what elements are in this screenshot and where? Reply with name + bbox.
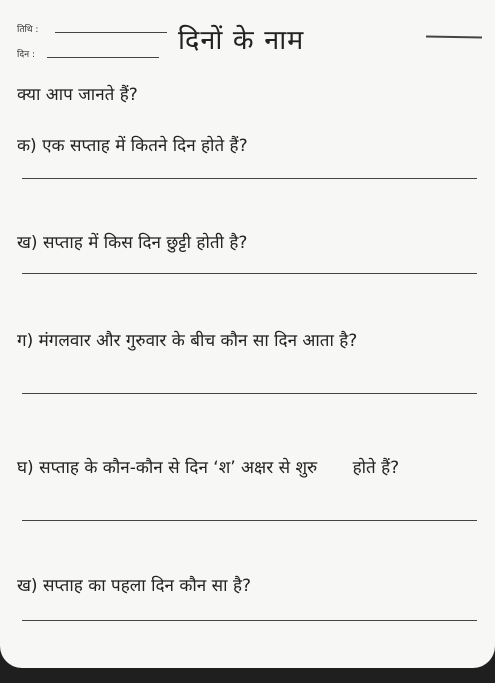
- date-answer-line: [55, 32, 167, 33]
- question-1: [17, 133, 477, 159]
- title-dash: [426, 36, 482, 39]
- question-4-text-continued: होते हैं?: [352, 458, 400, 478]
- answer-line-5[interactable]: [22, 620, 477, 621]
- question-5-text: ख) सप्ताह का पहला दिन कौन सा है?: [17, 576, 251, 596]
- question-2: [17, 230, 477, 256]
- date-field: [17, 22, 38, 35]
- question-5: [17, 573, 477, 599]
- question-4: [17, 455, 477, 481]
- question-3: [17, 328, 477, 354]
- intro-question: क्या आप जानते हैं?: [17, 85, 138, 105]
- answer-line-2[interactable]: [22, 273, 477, 274]
- answer-line-4[interactable]: [22, 520, 477, 521]
- day-field: [17, 47, 35, 60]
- worksheet-title: दिनों के नाम: [178, 25, 305, 56]
- answer-line-3[interactable]: [22, 393, 477, 394]
- question-2-text: ख) सप्ताह में किस दिन छुट्टी होती है?: [17, 233, 248, 253]
- question-4-text: घ) सप्ताह के कौन-कौन से दिन ‘श’ अक्षर से शुरु: [17, 458, 318, 478]
- date-label: तिथि :: [17, 25, 39, 35]
- question-1-text: क) एक सप्ताह में कितने दिन होते हैं?: [17, 136, 248, 156]
- question-3-text: ग) मंगलवार और गुरुवार के बीच कौन सा दिन आता है?: [17, 331, 358, 351]
- answer-line-1[interactable]: [22, 178, 477, 179]
- day-label: दिन :: [17, 50, 35, 60]
- day-answer-line: [47, 57, 159, 58]
